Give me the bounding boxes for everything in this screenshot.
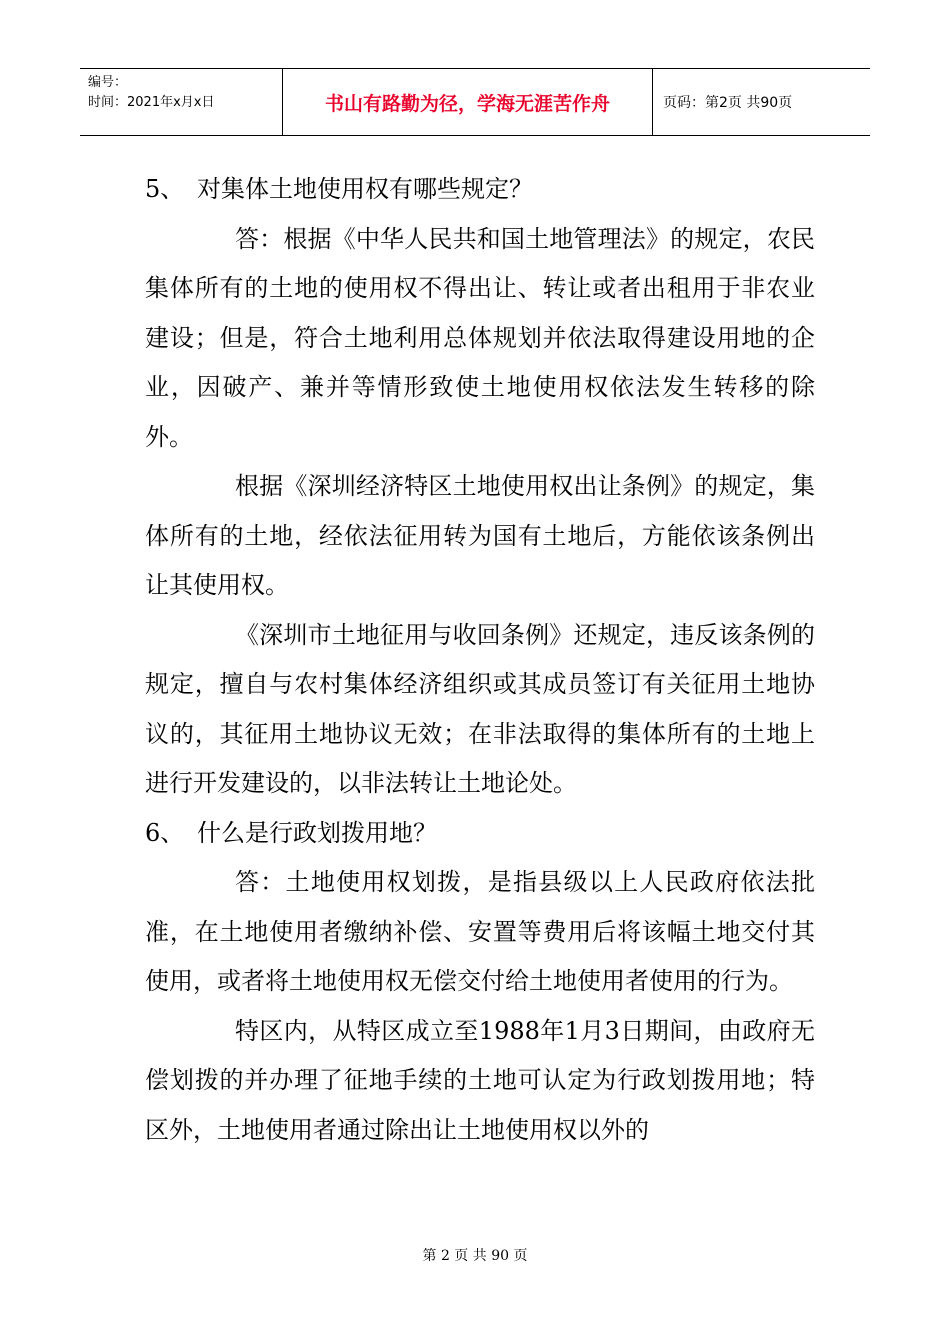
answer-paragraph: 特区内，从特区成立至1988年1月3日期间，由政府无偿划拨的并办理了征地手续的土地可认定为行政划拨用地；特区外，土地使用者通过除出让土地使用权以外的 <box>145 1016 815 1144</box>
answer-paragraph: 答：土地使用权划拨，是指县级以上人民政府依法批准，在土地使用者缴纳补偿、安置等费用后将该幅土地交付其使用，或者将土地使用权无偿交付给土地使用者使用的行为。 <box>145 868 815 995</box>
answer-paragraph: 答：根据《中华人民共和国土地管理法》的规定，农民集体所有的土地的使用权不得出让、转让或者出租用于非农业建设；但是，符合土地利用总体规划并依法取得建设用地的企业，因破产、兼并等情形致使土地使用权依法发生转移的除外。 <box>145 224 815 451</box>
question-number: 5、 <box>145 175 185 203</box>
question-text: 对集体土地使用权有哪些规定？ <box>197 175 533 203</box>
header-page-info: 页码：第2页 共90页 <box>663 95 793 111</box>
header-meta-cell <box>80 69 283 135</box>
date-label: 时间：2021年x月x日 <box>88 95 215 110</box>
question-heading-5 <box>145 165 815 215</box>
question-heading-6 <box>145 809 815 859</box>
serial-number-label: 编号： <box>88 75 128 90</box>
question-text: 什么是行政划拨用地？ <box>197 818 437 847</box>
document-body <box>145 165 815 1155</box>
header-motto: 书山有路勤为径，学海无涯苦作舟 <box>283 69 653 135</box>
answer-paragraph: 根据《深圳经济特区土地使用权出让条例》的规定，集体所有的土地，经依法征用转为国有土地后，方能依该条例出让其使用权。 <box>145 472 815 599</box>
question-number: 6、 <box>145 818 185 847</box>
page-footer: 第 2 页 共 90 页 <box>422 1248 528 1264</box>
page-header <box>80 68 870 136</box>
answer-paragraph: 《深圳市土地征用与收回条例》还规定，违反该条例的规定，擅自与农村集体经济组织或其成员签订有关征用土地协议的，其征用土地协议无效；在非法取得的集体所有的土地上进行开发建设的，以非法转让土地论处。 <box>145 620 815 797</box>
